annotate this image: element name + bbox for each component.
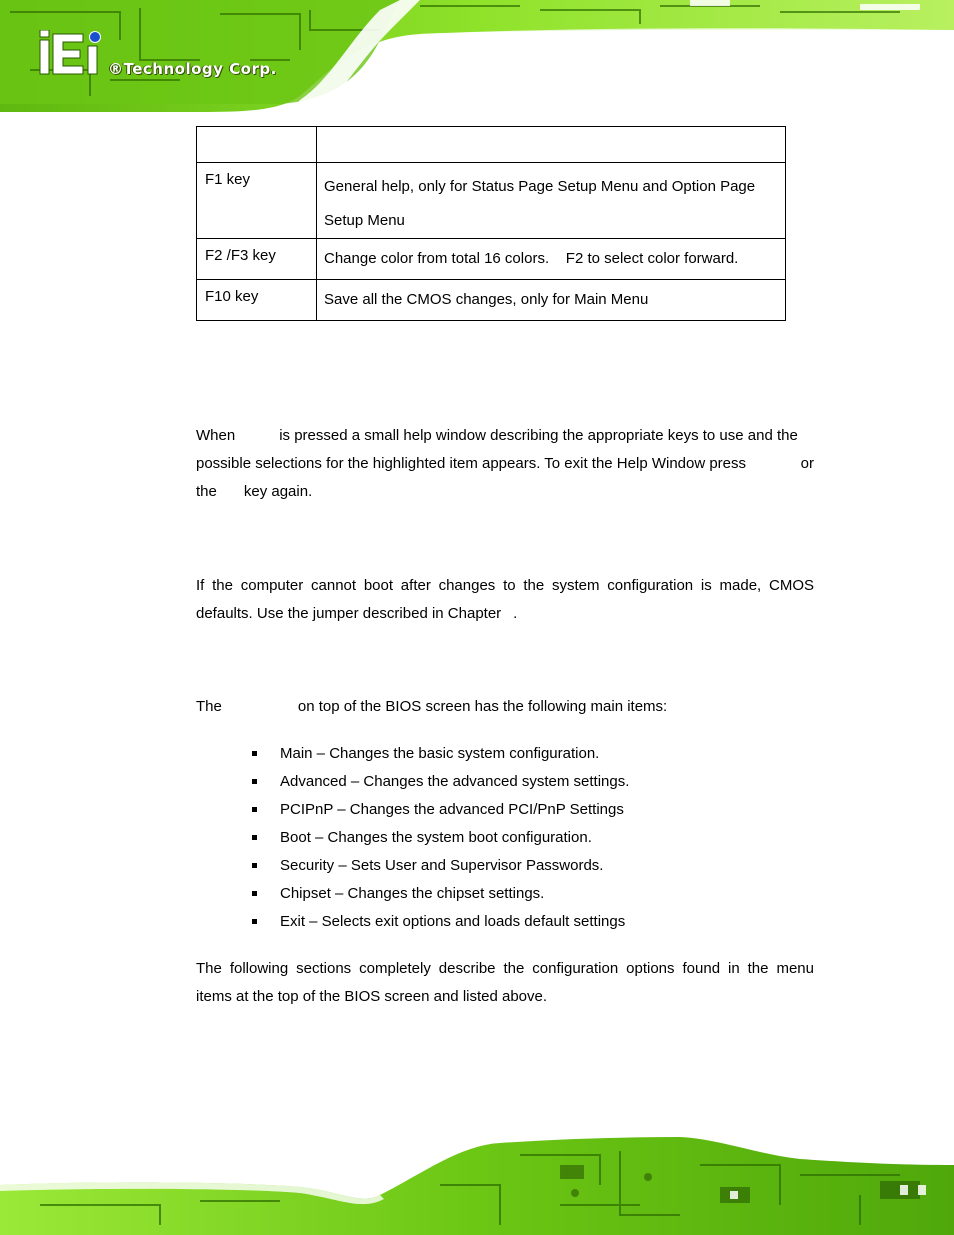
cmos-text: If the computer cannot boot after changes to the system configuration is made, CMOS (196, 577, 814, 594)
menu-bar-intro (196, 693, 814, 721)
list-item: Advanced – Changes the advanced system settings. (252, 768, 629, 796)
help-text: When (196, 427, 236, 444)
table-row (197, 239, 786, 280)
list-item: Chipset – Changes the chipset settings. (252, 880, 629, 908)
function-line: Setup Menu (324, 212, 405, 229)
help-text: is pressed a small help window describing the appropriate keys to use and the (279, 427, 798, 444)
function-key-table (196, 126, 786, 321)
cmos-text: defaults. Use the jumper described in Chapter (196, 605, 502, 622)
cmos-defaults-paragraph (196, 572, 814, 628)
logo-text: ®Technology Corp. (108, 60, 277, 78)
bullet-icon (252, 779, 257, 784)
list-item: PCIPnP – Changes the advanced PCI/PnP Settings (252, 796, 629, 824)
company-logo (38, 30, 298, 90)
closing-text: items at the top of the BIOS screen and listed above. (196, 988, 548, 1005)
function-text: Change color from total 16 colors. F2 to select color forward. (324, 250, 739, 267)
function-text: Save all the CMOS changes, only for Main Menu (324, 291, 649, 308)
table-header-row (197, 127, 786, 163)
list-item: Exit – Selects exit options and loads default settings (252, 908, 629, 936)
help-window-paragraph (196, 422, 814, 506)
table-row (197, 280, 786, 321)
help-text: key again. (243, 483, 313, 500)
table-header-key (197, 127, 317, 163)
bullet-icon (252, 919, 257, 924)
function-cell (317, 239, 786, 280)
table-row (197, 163, 786, 239)
footer-banner (0, 1125, 954, 1235)
list-item: Main – Changes the basic system configuration. (252, 740, 629, 768)
iei-logo-icon (38, 30, 104, 76)
help-text: the (196, 483, 217, 500)
help-text: possible selections for the highlighted item appears. To exit the Help Window press (196, 455, 747, 472)
key-cell: F2 /F3 key (197, 239, 317, 280)
function-cell (317, 280, 786, 321)
intro-text: on top of the BIOS screen has the following main items: (297, 698, 668, 715)
bios-menu-items-list (252, 740, 629, 936)
circuit-board-footer-graphic (0, 1125, 954, 1235)
intro-text: The (196, 698, 222, 715)
bullet-icon (252, 891, 257, 896)
header-banner (0, 0, 954, 112)
bullet-icon (252, 835, 257, 840)
function-line: General help, only for Status Page Setup Menu and Option Page (324, 178, 756, 195)
function-cell (317, 163, 786, 239)
cmos-text: . (513, 605, 518, 622)
bullet-icon (252, 751, 257, 756)
bullet-icon (252, 863, 257, 868)
list-item: Security – Sets User and Supervisor Passwords. (252, 852, 629, 880)
key-cell: F10 key (197, 280, 317, 321)
table-header-function (317, 127, 786, 163)
closing-text: The following sections completely describe the configuration options found in the menu (196, 960, 814, 977)
key-cell: F1 key (197, 163, 317, 239)
list-item: Boot – Changes the system boot configuration. (252, 824, 629, 852)
cmos-line (196, 572, 814, 600)
closing-paragraph (196, 955, 814, 1011)
help-text: or (800, 455, 814, 472)
bullet-icon (252, 807, 257, 812)
